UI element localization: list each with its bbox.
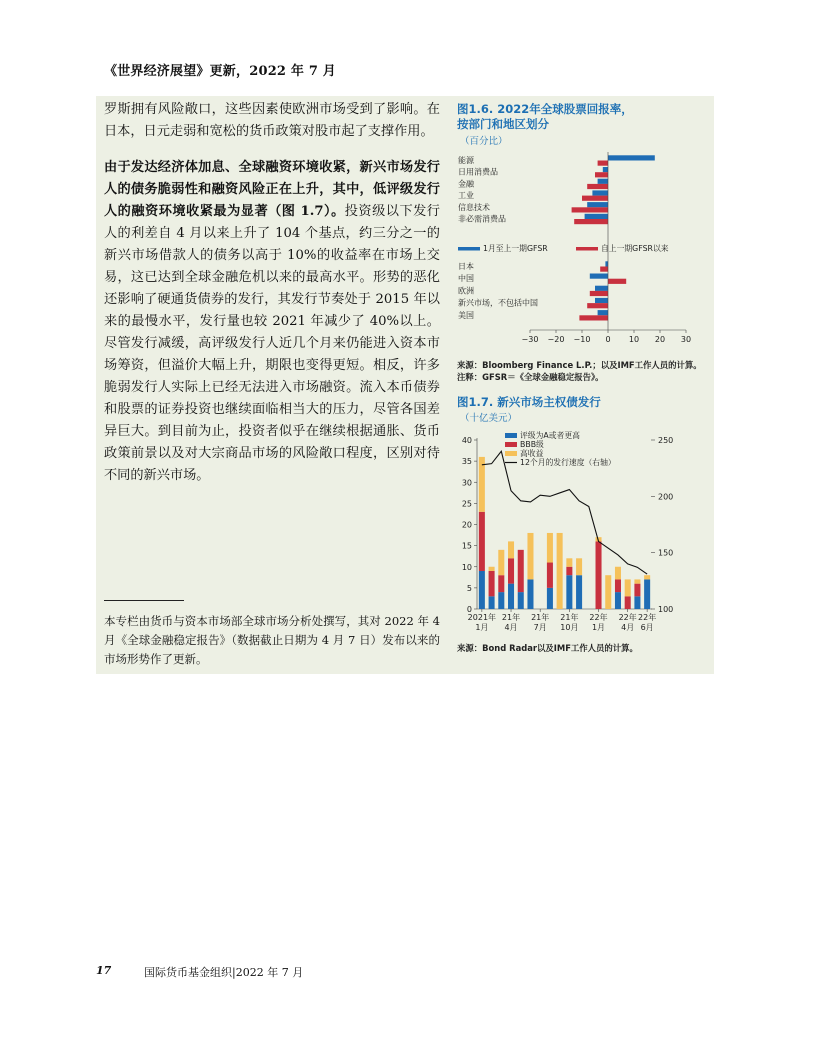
sector-bar	[587, 202, 608, 207]
legend-label: BBB级	[520, 440, 544, 449]
y-tick-label-left: 5	[466, 583, 472, 593]
bar-segment	[576, 575, 582, 609]
bar-segment	[508, 584, 514, 609]
bar-segment	[566, 558, 572, 566]
x-tick-label-year: 21年	[560, 613, 579, 622]
sector-bar	[587, 184, 608, 189]
legend-swatch	[458, 247, 480, 251]
bar-segment	[547, 533, 553, 563]
legend-swatch	[505, 442, 517, 447]
bar-segment	[634, 584, 640, 597]
footnote: 本专栏由货币与资本市场部全球市场分析处撰写，其对 2022 年 4 月《全球金融稳定报告》（数据截止日期为 4 月 7 日）发布以来的市场形势作了更新。	[104, 614, 440, 666]
issuance-pace-line	[482, 451, 647, 574]
bar-segment	[479, 457, 485, 512]
paragraph-2-lead: 由于发达经济体加息、全球融资环境收紧，新兴市场发行人的债务脆弱性和融资风险正在上升，其中，低评级发行人的融资环境收紧最为显著（图 1.7）。	[104, 160, 440, 219]
bar-segment	[527, 579, 533, 609]
sector-bar	[598, 179, 608, 184]
y-tick-label-left: 10	[461, 562, 472, 572]
region-label: 日本	[458, 262, 474, 271]
bar-segment	[634, 596, 640, 609]
body-text	[104, 99, 440, 487]
region-bar	[598, 310, 608, 315]
x-tick-label-year: 22年	[589, 613, 608, 622]
region-bar	[600, 267, 608, 272]
x-tick-label-year: 22年	[618, 613, 637, 622]
x-tick-label-month: 10月	[560, 623, 579, 632]
figure-1-7-chart	[452, 426, 710, 638]
region-bar	[608, 279, 626, 284]
y-tick-label-right: 100	[658, 605, 674, 614]
bar-segment	[615, 579, 621, 592]
region-label: 美国	[458, 310, 474, 320]
region-label: 中国	[458, 274, 474, 284]
figure-1-7-title: 图1.7. 新兴市场主权债发行	[457, 395, 601, 409]
bar-segment	[644, 579, 650, 609]
y-tick-label-left: 30	[461, 478, 472, 488]
legend-swatch	[576, 247, 598, 251]
x-tick-label-month: 7月	[533, 623, 547, 632]
footer-text: 国际货币基金组织|2022 年 7 月	[144, 966, 304, 979]
region-label: 新兴市场，不包括中国	[458, 298, 538, 308]
sector-label: 非必需消费品	[458, 214, 506, 224]
sector-label: 信息技术	[458, 202, 490, 212]
figure-1-7-source: 来源：Bond Radar以及IMF工作人员的计算。	[457, 643, 638, 653]
footnote-rule	[104, 600, 184, 601]
legend-label: 自上一期GFSR以来	[601, 244, 669, 253]
sector-bar	[585, 214, 608, 219]
y-tick-label-right: 250	[658, 436, 674, 445]
legend-label: 1月至上一期GFSR	[483, 244, 548, 253]
x-tick-label: −30	[521, 335, 539, 344]
figure-1-6-title-line1: 图1.6. 2022年全球股票回报率，	[457, 102, 633, 116]
figure-1-6-title	[457, 102, 633, 132]
bar-segment	[547, 588, 553, 609]
y-tick-label-left: 0	[466, 605, 472, 614]
sector-bar	[574, 219, 608, 224]
bar-segment	[498, 575, 504, 592]
sector-label: 金融	[458, 179, 474, 189]
bar-segment	[489, 571, 495, 596]
figure-1-6-chart	[452, 150, 710, 356]
region-bar	[590, 291, 608, 296]
x-tick-label: 20	[654, 335, 666, 344]
x-tick-label-month: 1月	[591, 623, 606, 632]
bar-segment	[518, 550, 524, 592]
x-tick-label-year: 2021年	[467, 613, 497, 622]
figure-1-6-title-line2: 按部门和地区划分	[457, 117, 549, 131]
legend-swatch	[505, 433, 517, 438]
paragraph-2	[104, 157, 440, 487]
bar-segment	[625, 579, 631, 596]
bar-segment	[489, 596, 495, 609]
region-bar	[590, 274, 608, 279]
bar-segment	[634, 579, 640, 583]
bar-segment	[596, 541, 602, 609]
x-tick-label-month: 6月	[640, 623, 654, 632]
legend-label: 评级为A或者更高	[520, 431, 580, 440]
bar-segment	[498, 592, 504, 609]
y-tick-label-left: 20	[461, 520, 472, 530]
y-tick-label-left: 15	[461, 541, 472, 551]
y-tick-label-right: 200	[658, 492, 674, 502]
y-tick-label-right: 150	[658, 548, 674, 558]
region-bar	[595, 286, 608, 291]
bar-segment	[498, 550, 504, 575]
bar-segment	[566, 567, 572, 575]
bar-segment	[479, 571, 485, 609]
sector-bar	[603, 167, 608, 172]
bar-segment	[508, 558, 514, 583]
y-tick-label-left: 35	[461, 457, 472, 467]
paragraph-1: 罗斯拥有风险敞口，这些因素使欧洲市场受到了影响。在日本，日元走弱和宽松的货币政策对股市起了支撑作用。	[104, 102, 440, 139]
figure-1-7-subtitle: （十亿美元）	[460, 413, 518, 424]
x-tick-label: −10	[573, 335, 591, 344]
sector-bar	[608, 155, 655, 160]
legend-swatch	[505, 451, 517, 456]
region-bar	[595, 298, 608, 303]
region-bar	[605, 261, 608, 266]
page-number: 17	[96, 964, 112, 977]
bar-segment	[576, 558, 582, 575]
running-title: 《世界经济展望》更新，2022 年 7 月	[104, 64, 337, 79]
x-tick-label-year: 22年	[638, 613, 657, 622]
x-tick-label: 30	[680, 335, 692, 344]
bar-segment	[527, 533, 533, 579]
figure-1-6-subtitle: （百分比）	[460, 136, 508, 147]
x-tick-label-month: 4月	[621, 623, 635, 632]
x-tick-label-year: 21年	[501, 613, 521, 622]
bar-segment	[557, 533, 563, 609]
sector-bar	[582, 196, 608, 201]
x-tick-label-month: 1月	[475, 623, 489, 632]
sector-label: 日用消费品	[458, 167, 498, 177]
bar-segment	[489, 567, 495, 571]
legend-label: 高收益	[520, 449, 544, 458]
y-tick-label-left: 40	[461, 436, 472, 445]
bar-segment	[508, 541, 514, 558]
sector-bar	[598, 161, 608, 166]
sector-bar	[595, 172, 608, 177]
bar-segment	[615, 567, 621, 580]
figure-1-6-note: 注释：GFSR＝《全球金融稳定报告》。	[457, 372, 604, 382]
region-bar	[579, 315, 608, 320]
page-footer	[96, 964, 304, 979]
x-tick-label: 0	[605, 335, 611, 344]
bar-segment	[644, 575, 650, 579]
x-tick-label: −20	[547, 335, 565, 344]
bar-segment	[518, 592, 524, 609]
figure-1-6-source: 来源：Bloomberg Finance L.P.；以及IMF工作人员的计算。	[457, 360, 702, 370]
x-tick-label-month: 4月	[504, 623, 518, 632]
bar-segment	[479, 512, 485, 571]
sector-bar	[592, 190, 608, 195]
x-tick-label-year: 21年	[531, 613, 550, 622]
bar-segment	[615, 592, 621, 609]
bar-segment	[605, 575, 611, 609]
bar-segment	[547, 563, 553, 588]
region-label: 欧洲	[458, 286, 474, 296]
legend-label: 12个月的发行速度（右轴）	[520, 458, 616, 467]
sector-bar	[572, 207, 608, 212]
sector-label: 工业	[458, 191, 474, 201]
sector-label: 能源	[458, 156, 474, 165]
bar-segment	[625, 596, 631, 609]
x-tick-label: 10	[628, 335, 640, 344]
y-tick-label-left: 25	[461, 499, 472, 509]
region-bar	[587, 303, 608, 308]
bar-segment	[566, 575, 572, 609]
paragraph-2-body: 投资级以下发行人的利差自 4 月以来上升了 104 个基点，约三分之一的新兴市场借款人的债务以高于 10%的收益率在市场上交易，这已达到全球金融危机以来的最高水平。形势的恶化还影响了硬通货债券的发行，其发行节奏处于 2015 年以来的最慢水平，发行量也较 2021 年减少了 40%以上。尽管发行减缓，高评级发行人近几个月来仍能进入资本市场筹资，但溢价大幅上升，期限也变得更短。相反，许多脆弱发行人实际上已经无法进入市场融资。流入本币债券和股票的证券投资也继续面临相当大的压力，尽管各国差异巨大。到目前为止，投资者似乎在继续根据通胀、货币政策前景以及对大宗商品市场的风险敞口程度，区别对待不同的新兴市场。	[104, 204, 440, 483]
